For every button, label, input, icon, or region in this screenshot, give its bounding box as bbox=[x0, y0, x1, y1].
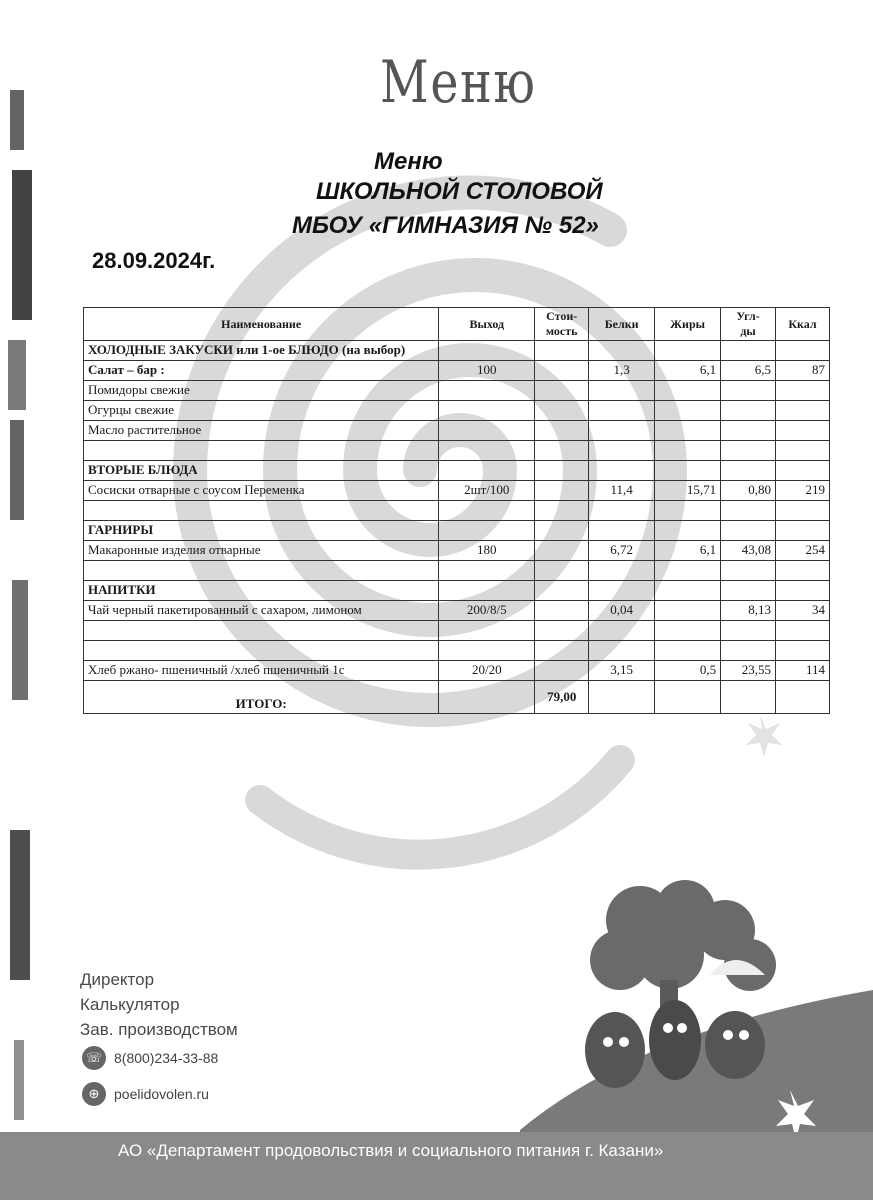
table-row bbox=[84, 561, 830, 581]
cell-fat bbox=[655, 381, 721, 401]
cell-carbs bbox=[721, 381, 776, 401]
dish-name: Огурцы свежие bbox=[84, 401, 439, 421]
col-header-protein: Белки bbox=[589, 308, 655, 341]
cell-protein bbox=[589, 521, 655, 541]
cell-carbs bbox=[721, 441, 776, 461]
table-row bbox=[84, 481, 830, 501]
cell-protein bbox=[589, 461, 655, 481]
cell-output bbox=[439, 621, 535, 641]
cell-output bbox=[439, 521, 535, 541]
table-row bbox=[84, 421, 830, 441]
cell-protein bbox=[589, 401, 655, 421]
dish-name bbox=[84, 641, 439, 661]
dish-name bbox=[84, 561, 439, 581]
cell-cost bbox=[535, 561, 589, 581]
cell-cost bbox=[535, 521, 589, 541]
cell-kcal bbox=[776, 381, 830, 401]
cell-protein bbox=[589, 501, 655, 521]
cell-carbs bbox=[721, 341, 776, 361]
cell-carbs: 43,08 bbox=[721, 541, 776, 561]
cell-protein bbox=[589, 561, 655, 581]
cell-kcal bbox=[776, 421, 830, 441]
table-row bbox=[84, 361, 830, 381]
table-row bbox=[84, 581, 830, 601]
cell-cost bbox=[535, 581, 589, 601]
total-row bbox=[84, 681, 830, 714]
col-header-fat: Жиры bbox=[655, 308, 721, 341]
cell-kcal bbox=[776, 401, 830, 421]
cell-cost bbox=[535, 481, 589, 501]
cell-output: 2шт/100 bbox=[439, 481, 535, 501]
total-kcal-cell bbox=[776, 681, 830, 714]
cell-output: 200/8/5 bbox=[439, 601, 535, 621]
table-row bbox=[84, 601, 830, 621]
cell-carbs: 6,5 bbox=[721, 361, 776, 381]
website-text: poelidovolen.ru bbox=[114, 1086, 209, 1102]
cell-output: 20/20 bbox=[439, 661, 535, 681]
cell-cost bbox=[535, 381, 589, 401]
footer-production-head: Зав. производством bbox=[80, 1020, 238, 1039]
category-name: ГАРНИРЫ bbox=[84, 521, 439, 541]
cell-fat bbox=[655, 581, 721, 601]
category-name: ХОЛОДНЫЕ ЗАКУСКИ или 1-ое БЛЮДО (на выбор) bbox=[84, 341, 439, 361]
table-row bbox=[84, 541, 830, 561]
cell-kcal bbox=[776, 561, 830, 581]
footer-calculator: Калькулятор bbox=[80, 995, 180, 1014]
dish-name: Помидоры свежие bbox=[84, 381, 439, 401]
phone-icon: ☏ bbox=[82, 1046, 106, 1070]
table-row bbox=[84, 501, 830, 521]
dish-name bbox=[84, 501, 439, 521]
cell-fat bbox=[655, 401, 721, 421]
dish-name: Хлеб ржано- пшеничный /хлеб пшеничный 1с bbox=[84, 661, 439, 681]
cell-fat bbox=[655, 561, 721, 581]
scan-edge-artifact bbox=[0, 80, 40, 1200]
cell-cost bbox=[535, 661, 589, 681]
cell-fat: 6,1 bbox=[655, 361, 721, 381]
cell-carbs bbox=[721, 461, 776, 481]
dish-name: Сосиски отварные с соусом Переменка bbox=[84, 481, 439, 501]
table-row bbox=[84, 441, 830, 461]
table-row bbox=[84, 621, 830, 641]
cell-carbs bbox=[721, 501, 776, 521]
cell-fat bbox=[655, 441, 721, 461]
cell-output bbox=[439, 441, 535, 461]
cell-protein: 11,4 bbox=[589, 481, 655, 501]
cell-fat bbox=[655, 641, 721, 661]
cell-protein: 3,15 bbox=[589, 661, 655, 681]
footer-director: Директор bbox=[80, 970, 155, 989]
col-header-kcal: Ккал bbox=[776, 308, 830, 341]
cell-output bbox=[439, 581, 535, 601]
cell-kcal bbox=[776, 501, 830, 521]
cell-output bbox=[439, 401, 535, 421]
total-carbs-cell bbox=[721, 681, 776, 714]
handwritten-title: Меню bbox=[380, 48, 537, 116]
dish-name: Чай черный пакетированный с сахаром, лимоном bbox=[84, 601, 439, 621]
col-header-carbs: Угл- ды bbox=[721, 308, 776, 341]
cell-protein bbox=[589, 381, 655, 401]
cell-cost bbox=[535, 361, 589, 381]
mascot-illustration bbox=[520, 880, 873, 1140]
dish-name bbox=[84, 441, 439, 461]
cell-output bbox=[439, 561, 535, 581]
cell-output: 180 bbox=[439, 541, 535, 561]
dish-name bbox=[84, 621, 439, 641]
category-name: НАПИТКИ bbox=[84, 581, 439, 601]
cell-protein: 6,72 bbox=[589, 541, 655, 561]
cell-kcal: 219 bbox=[776, 481, 830, 501]
menu-table bbox=[83, 307, 830, 714]
cell-protein bbox=[589, 581, 655, 601]
cell-kcal: 87 bbox=[776, 361, 830, 381]
cell-carbs bbox=[721, 581, 776, 601]
cell-cost bbox=[535, 401, 589, 421]
col-header-cost: Стои- мость bbox=[535, 308, 589, 341]
col-header-output: Выход bbox=[439, 308, 535, 341]
cell-fat: 15,71 bbox=[655, 481, 721, 501]
cell-carbs bbox=[721, 421, 776, 441]
cell-protein bbox=[589, 421, 655, 441]
cell-fat bbox=[655, 461, 721, 481]
cell-protein: 0,04 bbox=[589, 601, 655, 621]
cell-cost bbox=[535, 541, 589, 561]
cell-carbs bbox=[721, 521, 776, 541]
total-protein-cell bbox=[589, 681, 655, 714]
cell-cost bbox=[535, 641, 589, 661]
dish-name: Масло растительное bbox=[84, 421, 439, 441]
dish-name: Салат – бар : bbox=[84, 361, 439, 381]
cell-carbs: 8,13 bbox=[721, 601, 776, 621]
cell-kcal: 254 bbox=[776, 541, 830, 561]
contact-phone bbox=[82, 1046, 218, 1070]
contact-website bbox=[82, 1082, 209, 1106]
cell-kcal bbox=[776, 341, 830, 361]
total-output-cell bbox=[439, 681, 535, 714]
title-line-1: Меню bbox=[374, 148, 443, 175]
cell-output bbox=[439, 381, 535, 401]
cell-carbs bbox=[721, 621, 776, 641]
cell-protein bbox=[589, 641, 655, 661]
cell-fat bbox=[655, 621, 721, 641]
cell-fat bbox=[655, 521, 721, 541]
cell-carbs bbox=[721, 641, 776, 661]
cell-fat bbox=[655, 421, 721, 441]
cell-cost bbox=[535, 601, 589, 621]
table-header-row bbox=[84, 308, 830, 341]
cell-output bbox=[439, 641, 535, 661]
cell-output bbox=[439, 501, 535, 521]
cell-protein bbox=[589, 441, 655, 461]
cell-kcal bbox=[776, 641, 830, 661]
table-row bbox=[84, 401, 830, 421]
cell-fat bbox=[655, 341, 721, 361]
menu-date: 28.09.2024г. bbox=[92, 248, 216, 273]
title-line-2: ШКОЛЬНОЙ СТОЛОВОЙ bbox=[316, 178, 603, 205]
cell-fat: 6,1 bbox=[655, 541, 721, 561]
col-header-name: Наименование bbox=[84, 308, 439, 341]
cell-cost bbox=[535, 341, 589, 361]
cell-carbs bbox=[721, 561, 776, 581]
cell-protein bbox=[589, 341, 655, 361]
total-fat-cell bbox=[655, 681, 721, 714]
footer-organization: АО «Департамент продовольствия и социального питания г. Казани» bbox=[118, 1141, 664, 1160]
total-cost: 79,00 bbox=[535, 681, 589, 714]
cell-output: 100 bbox=[439, 361, 535, 381]
globe-icon: ⊕ bbox=[82, 1082, 106, 1106]
cell-kcal bbox=[776, 441, 830, 461]
cell-protein bbox=[589, 621, 655, 641]
cell-cost bbox=[535, 461, 589, 481]
cell-protein: 1,3 bbox=[589, 361, 655, 381]
cell-cost bbox=[535, 501, 589, 521]
table-row bbox=[84, 381, 830, 401]
cell-cost bbox=[535, 421, 589, 441]
cell-kcal: 34 bbox=[776, 601, 830, 621]
cell-carbs: 23,55 bbox=[721, 661, 776, 681]
cell-fat bbox=[655, 501, 721, 521]
table-row bbox=[84, 641, 830, 661]
menu-table-body bbox=[84, 341, 830, 681]
cell-output bbox=[439, 461, 535, 481]
cell-carbs: 0,80 bbox=[721, 481, 776, 501]
title-line-3: МБОУ «ГИМНАЗИЯ № 52» bbox=[292, 212, 599, 239]
total-label: ИТОГО: bbox=[84, 681, 439, 714]
table-row bbox=[84, 521, 830, 541]
category-name: ВТОРЫЕ БЛЮДА bbox=[84, 461, 439, 481]
cell-fat: 0,5 bbox=[655, 661, 721, 681]
cell-carbs bbox=[721, 401, 776, 421]
cell-cost bbox=[535, 621, 589, 641]
cell-output bbox=[439, 421, 535, 441]
phone-text: 8(800)234-33-88 bbox=[114, 1050, 219, 1066]
table-row bbox=[84, 341, 830, 361]
cell-kcal bbox=[776, 621, 830, 641]
cell-fat bbox=[655, 601, 721, 621]
cell-kcal: 114 bbox=[776, 661, 830, 681]
table-row bbox=[84, 661, 830, 681]
cell-kcal bbox=[776, 521, 830, 541]
cell-cost bbox=[535, 441, 589, 461]
cell-kcal bbox=[776, 461, 830, 481]
table-row bbox=[84, 461, 830, 481]
cell-output bbox=[439, 341, 535, 361]
dish-name: Макаронные изделия отварные bbox=[84, 541, 439, 561]
cell-kcal bbox=[776, 581, 830, 601]
